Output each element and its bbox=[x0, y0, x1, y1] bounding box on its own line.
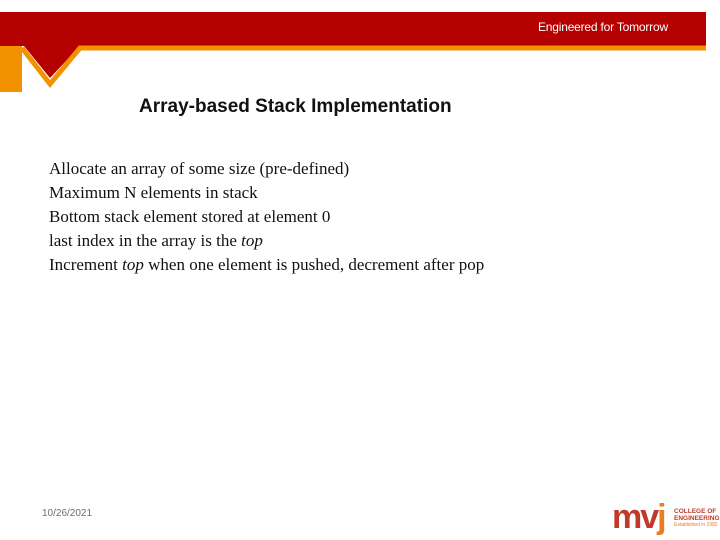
logo-line-1: COLLEGE OF bbox=[674, 508, 717, 515]
header-tagline: Engineered for Tomorrow bbox=[538, 20, 668, 34]
body-line bbox=[49, 181, 689, 205]
body-line bbox=[49, 157, 689, 181]
body-line bbox=[49, 253, 689, 277]
slide-body bbox=[49, 157, 689, 277]
college-logo bbox=[608, 498, 720, 540]
body-text-run: Increment bbox=[49, 255, 123, 274]
logo-subtext bbox=[674, 508, 720, 529]
header-band bbox=[0, 0, 720, 92]
slide-date: 10/26/2021 bbox=[42, 508, 93, 519]
body-italic-term: top bbox=[122, 255, 144, 274]
body-italic-term: top bbox=[241, 231, 263, 250]
logo-mark-j: j bbox=[657, 498, 665, 536]
body-text-run: Allocate an array of some size (pre-defined) bbox=[49, 159, 350, 178]
logo-line-2: ENGINEERING bbox=[674, 515, 720, 522]
body-text-run: Maximum N elements in stack bbox=[49, 183, 258, 202]
body-line bbox=[49, 205, 689, 229]
logo-mark bbox=[612, 498, 665, 536]
body-text-run: last index in the array is the bbox=[49, 231, 242, 250]
header-orange-chevron bbox=[22, 48, 706, 84]
body-text-run: Bottom stack element stored at element 0 bbox=[49, 207, 331, 226]
slide-title: Array-based Stack Implementation bbox=[139, 96, 452, 117]
logo-line-3: Established in 1982 bbox=[674, 522, 718, 528]
body-line bbox=[49, 229, 689, 253]
left-accent-bar bbox=[0, 46, 22, 92]
body-text-run: when one element is pushed, decrement after pop bbox=[143, 255, 485, 274]
logo-mark-mv: mv bbox=[612, 498, 658, 536]
